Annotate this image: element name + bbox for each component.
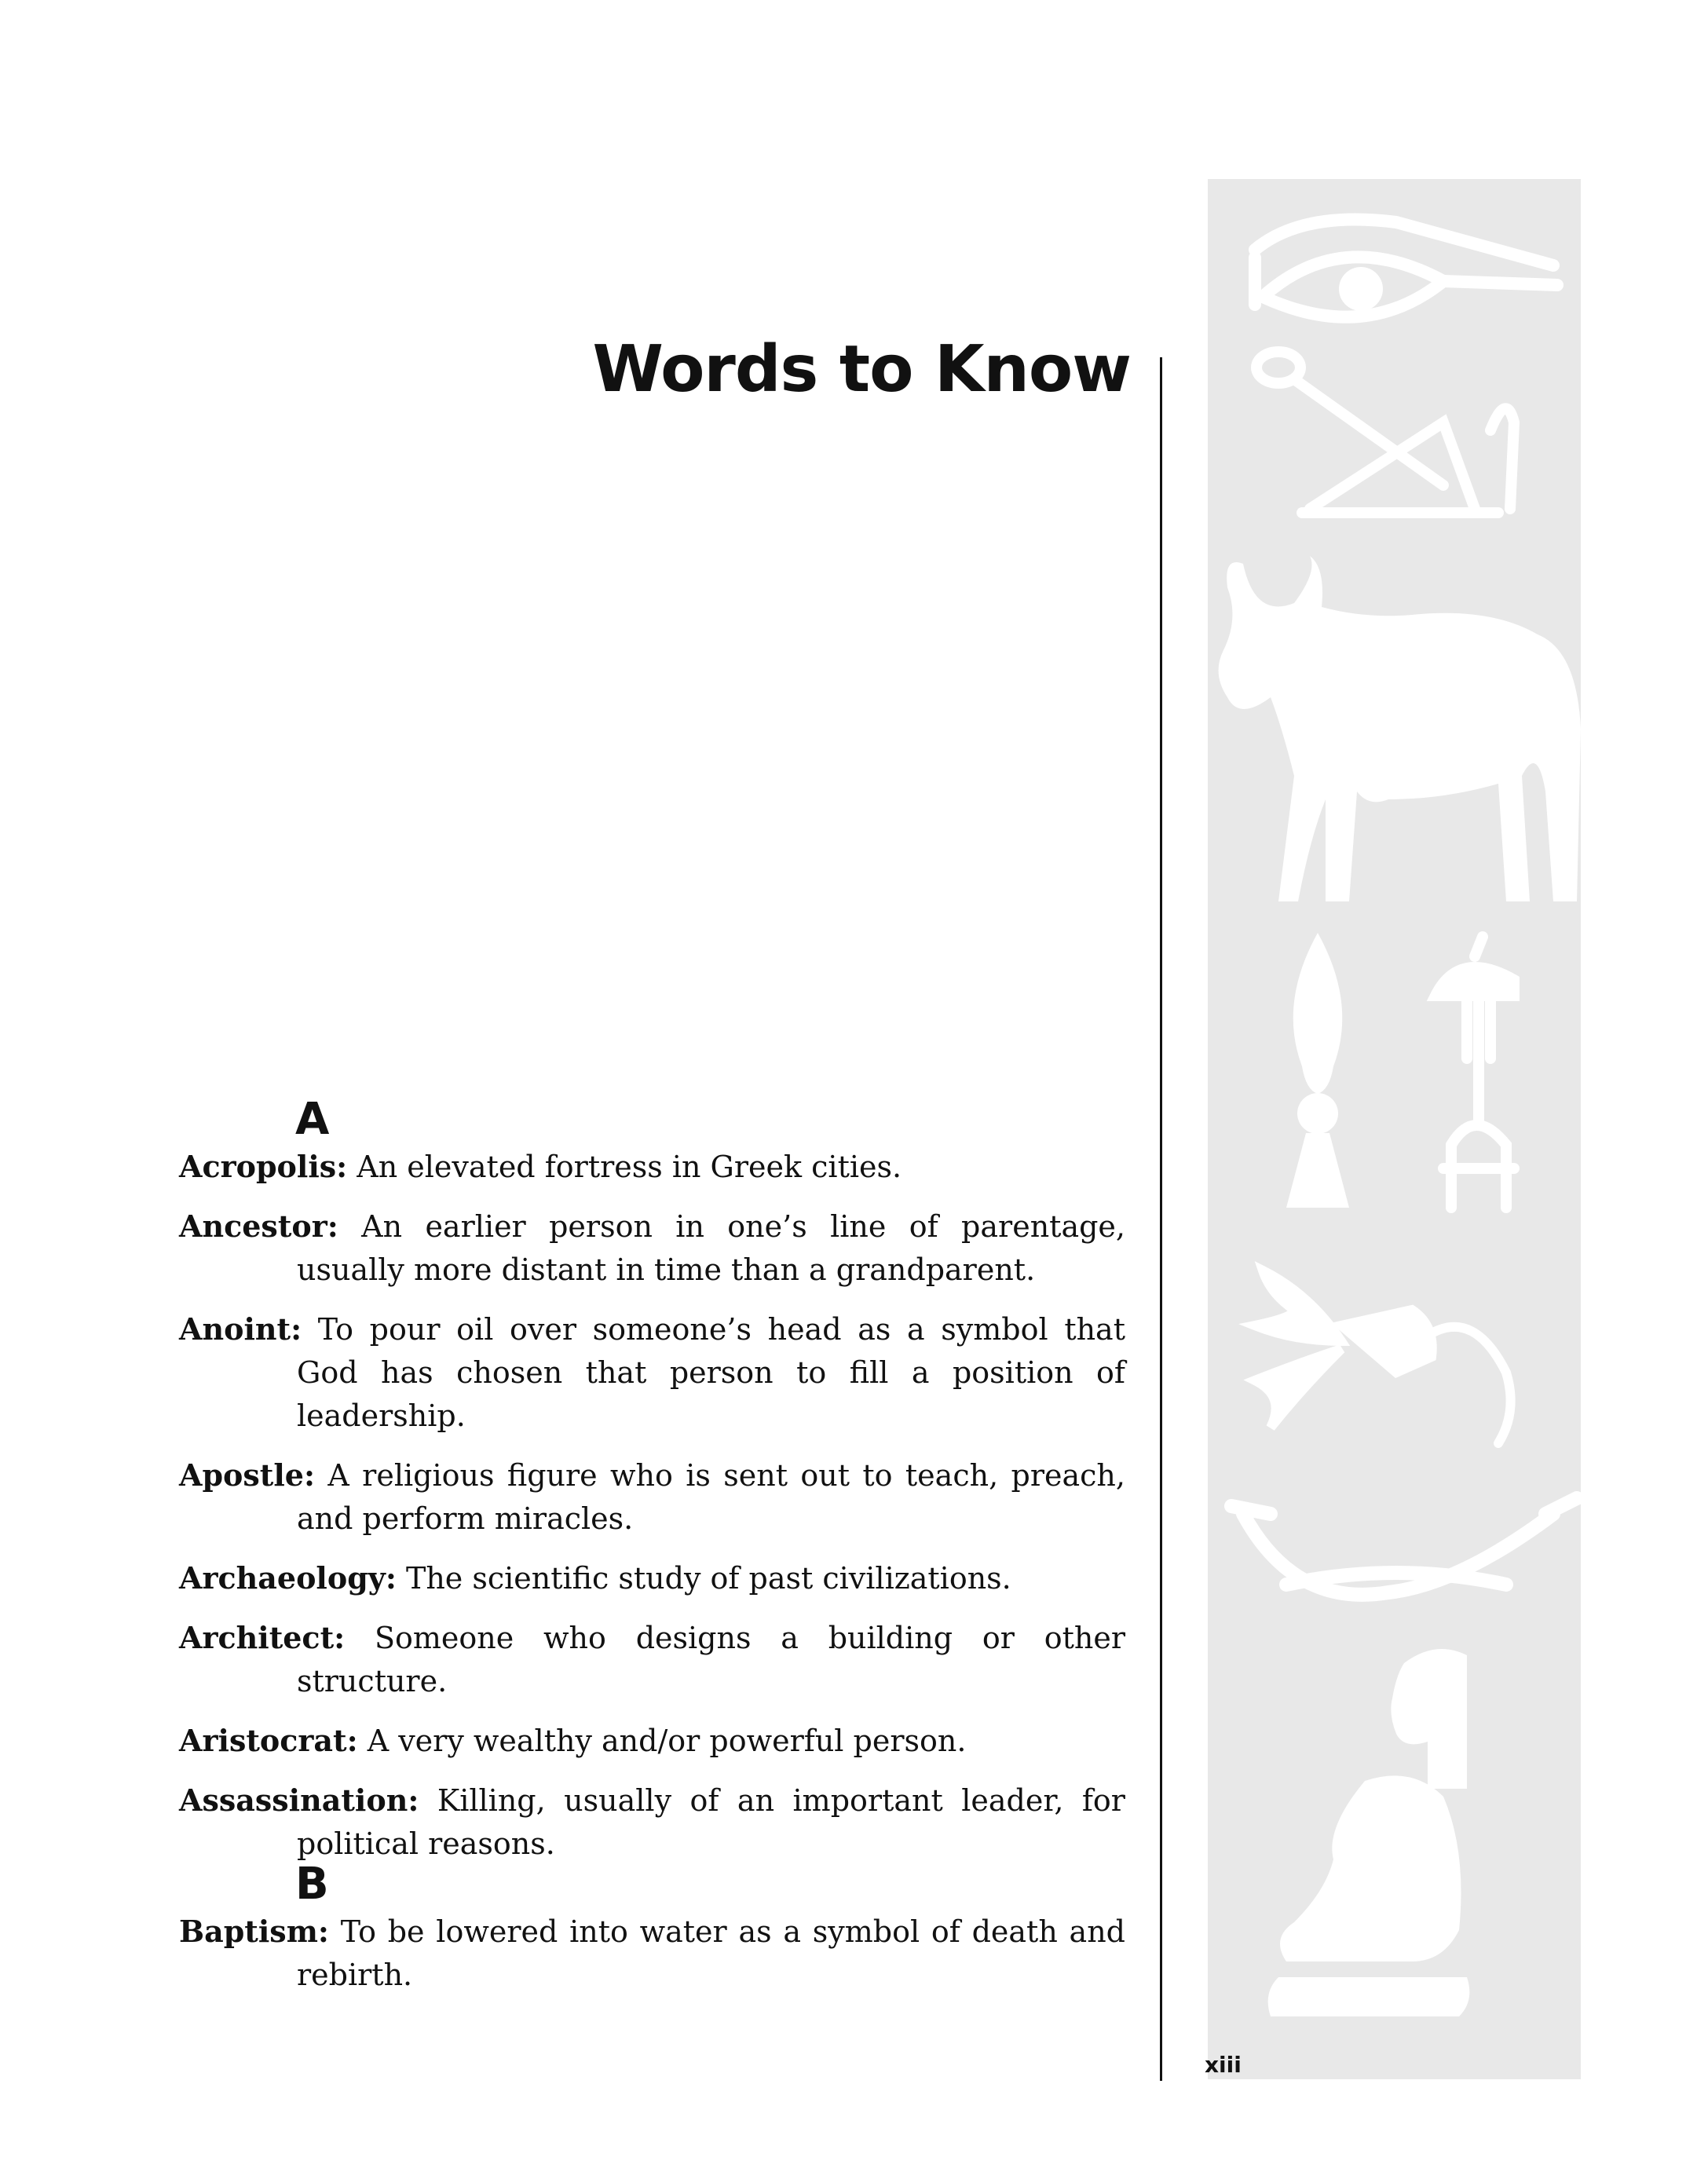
glossary-entry — [179, 1719, 1125, 1763]
hieroglyph-artwork — [1208, 179, 1581, 2079]
glossary-entry — [179, 1205, 1125, 1292]
hieroglyph-sidebar — [1208, 179, 1581, 2079]
eye-icon — [1255, 220, 1557, 317]
glossary-entry — [179, 1910, 1125, 1997]
page-title: Words to Know — [592, 332, 1131, 407]
page-number: xiii — [1205, 2052, 1242, 2078]
entry-term: Ancestor: — [179, 1208, 338, 1244]
entry-term: Baptism: — [179, 1914, 329, 1949]
entry-definition: An earlier person in one’s line of parentage, usually more distant in time than a grandparent. — [297, 1209, 1125, 1287]
entry-term: Architect: — [179, 1620, 346, 1655]
entry-term: Assassination: — [179, 1782, 419, 1818]
glossary-entry — [179, 1556, 1125, 1600]
boat-icon — [1231, 1498, 1577, 1595]
sandal-strap-icon — [1436, 937, 1514, 1208]
seated-figure-icon — [1268, 1649, 1470, 2016]
glossary-entry — [179, 1453, 1125, 1541]
entry-definition: A religious figure who is sent out to teach, preach, and perform miracles. — [297, 1458, 1125, 1536]
entry-term: Anoint: — [179, 1311, 302, 1347]
entry-definition: A very wealthy and/or powerful person. — [367, 1724, 967, 1758]
entry-definition: Killing, usually of an important leader, for political reasons. — [297, 1783, 1125, 1861]
bull-icon — [1219, 556, 1581, 901]
glossary-entry — [179, 1307, 1125, 1438]
glossary-entry — [179, 1616, 1125, 1703]
entries-b — [179, 1910, 1125, 2013]
plow-icon — [1256, 352, 1514, 513]
vertical-rule — [1160, 357, 1162, 2081]
entry-term: Archaeology: — [179, 1560, 397, 1596]
glossary-entry — [179, 1145, 1125, 1189]
lotus-icon — [1255, 1270, 1511, 1443]
section-letter-a: A — [295, 1094, 330, 1145]
reed-icon — [1286, 933, 1349, 1208]
section-letter-b: B — [295, 1859, 329, 1910]
glossary-entry — [179, 1779, 1125, 1866]
entry-definition: To pour oil over someone’s head as a symbol that God has chosen that person to fill a position of leadership. — [297, 1312, 1125, 1433]
entry-term: Aristocrat: — [179, 1723, 358, 1758]
entry-term: Acropolis: — [179, 1149, 348, 1184]
entry-definition: An elevated fortress in Greek cities. — [357, 1150, 902, 1184]
entry-definition: The scientific study of past civilizations. — [405, 1561, 1011, 1596]
entry-definition: To be lowered into water as a symbol of death and rebirth. — [297, 1914, 1125, 1992]
entry-term: Apostle: — [179, 1457, 315, 1493]
entry-definition: Someone who designs a building or other structure. — [297, 1621, 1125, 1698]
entries-a — [179, 1145, 1125, 1881]
